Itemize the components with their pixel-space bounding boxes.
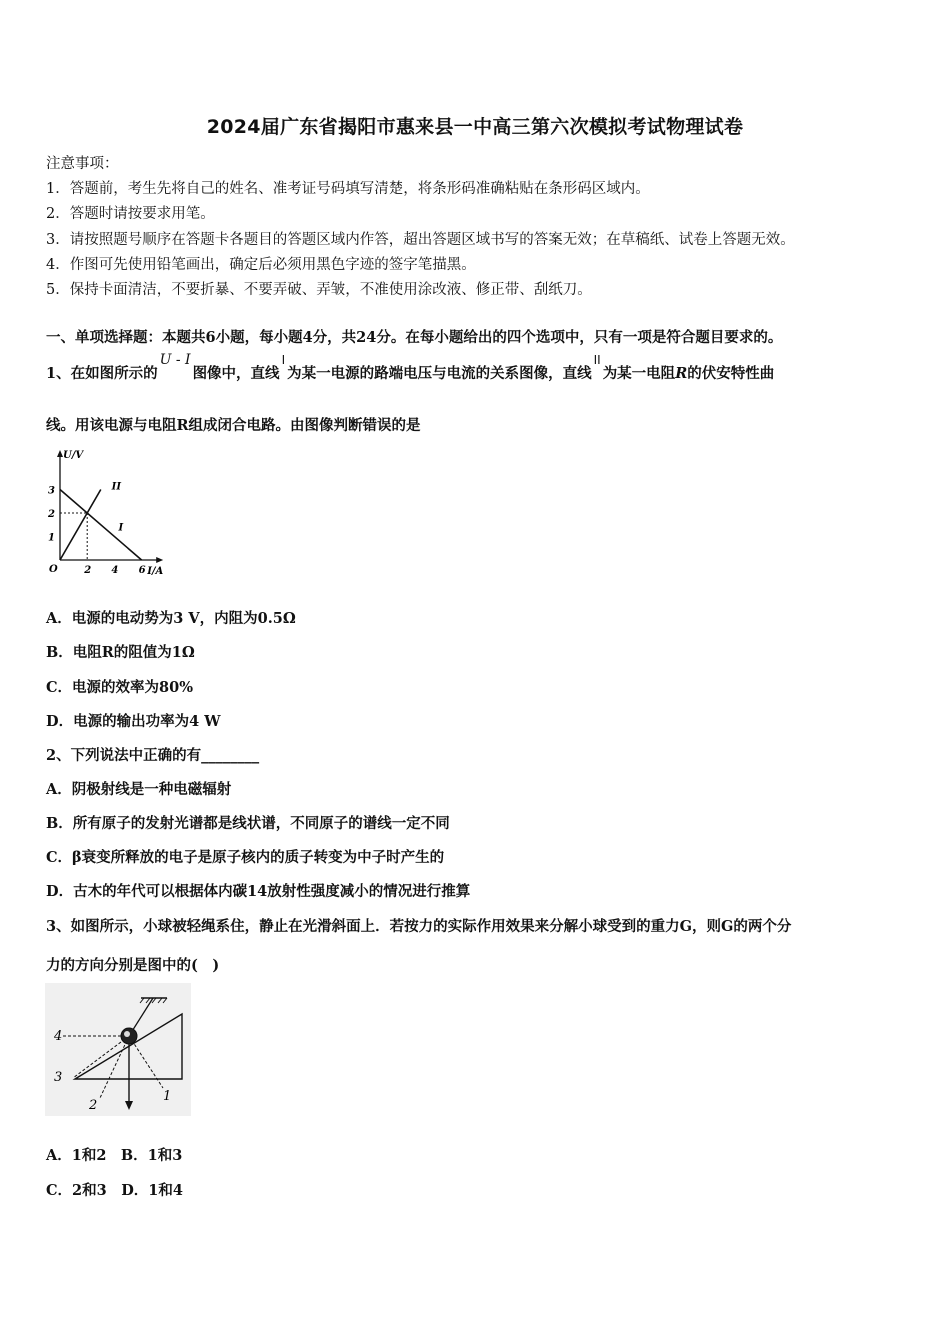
q1-option-b: B．电阻R的阻值为1Ω xyxy=(46,644,195,661)
question-3-stem-line2: 力的方向分别是图中的( ) xyxy=(46,957,220,974)
page-title: 2024届广东省揭阳市惠来县一中高三第六次模拟考试物理试卷 xyxy=(206,116,744,138)
q1-option-c: C．电源的效率为80% xyxy=(46,679,193,696)
q1-symbol-line-ii: II xyxy=(593,353,601,367)
q1-option-d: D．电源的输出功率为4 W xyxy=(46,713,221,730)
series-line-i xyxy=(60,490,142,561)
y-tick-label: 2 xyxy=(48,509,55,520)
q1-text: 为某一电阻 xyxy=(602,365,676,382)
y-tick-label: 3 xyxy=(48,485,55,497)
q1-text: 1、在如图所示的 xyxy=(46,365,158,382)
x-tick-label: 6 xyxy=(138,565,146,576)
q2-option-b: B．所有原子的发射光谱都是线状谱，不同原子的谱线一定不同 xyxy=(46,815,450,832)
x-tick-label: 2 xyxy=(84,565,92,576)
q1-text: 的伏安特性曲 xyxy=(687,365,775,382)
notice-item: 4．作图可先使用铅笔画出，确定后必须用黑色字迹的签字笔描黑。 xyxy=(46,257,476,273)
series-label-ii: II xyxy=(111,481,122,493)
x-axis-label: I/A xyxy=(147,566,164,577)
question-1-stem-line2: 线。用该电源与电阻R组成闭合电路。由图像判断错误的是 xyxy=(46,417,421,434)
q1-symbol-ui: U - I xyxy=(159,352,191,368)
label-3: 3 xyxy=(54,1070,63,1085)
label-2: 2 xyxy=(89,1098,98,1113)
notice-heading: 注意事项： xyxy=(46,156,119,172)
y-tick-label: 1 xyxy=(48,532,55,544)
ui-graph xyxy=(44,446,194,581)
q3-options-row-2: C．2和3 D．1和4 xyxy=(46,1182,183,1199)
x-axis-arrow xyxy=(156,557,163,563)
q2-option-c: C．β衰变所释放的电子是原子核内的质子转变为中子时产生的 xyxy=(46,849,445,866)
notice-item: 5．保持卡面清洁，不要折暴、不要弄破、弄皱，不准使用涂改液、修正带、刮纸刀。 xyxy=(46,282,592,298)
series-line-ii xyxy=(60,490,101,561)
section-heading: 一、单项选择题：本题共6小题，每小题4分，共24分。在每小题给出的四个选项中，只有一项是符合题目要求的。 xyxy=(46,329,783,346)
q1-symbol-line-i: I xyxy=(281,353,286,367)
q2-option-d: D．古木的年代可以根据体内碳14放射性强度减小的情况进行推算 xyxy=(46,883,471,900)
incline-ball-figure xyxy=(45,983,191,1116)
q1-text: 图像中，直线 xyxy=(192,365,280,382)
q1-text: 为某一电源的路端电压与电流的关系图像，直线 xyxy=(287,365,592,382)
notice-item: 2．答题时请按要求用笔。 xyxy=(46,206,215,222)
y-axis-label: U/V xyxy=(63,450,84,461)
ball-highlight xyxy=(124,1031,130,1037)
q2-option-a: A．阴极射线是一种电磁辐射 xyxy=(46,781,232,798)
question-1-stem xyxy=(46,352,775,383)
question-2-stem: 2、下列说法中正确的有________ xyxy=(46,747,260,764)
notice-item: 3．请按照题号顺序在答题卡各题目的答题区域内作答，超出答题区域书写的答案无效；在草稿纸、试卷上答题无效。 xyxy=(46,232,795,248)
question-3-stem: 3、如图所示，小球被轻绳系住，静止在光滑斜面上．若按力的实际作用效果来分解小球受到的重力G，则G的两个分 xyxy=(46,918,792,935)
q1-option-a: A．电源的电动势为3 V，内阻为0.5Ω xyxy=(46,610,296,627)
label-1: 1 xyxy=(163,1089,172,1104)
x-tick-label: 4 xyxy=(111,565,119,576)
series-label-i: I xyxy=(118,522,124,534)
label-4: 4 xyxy=(54,1029,63,1044)
q1-symbol-r: R xyxy=(675,365,688,382)
q3-options-row-1: A．1和2 B．1和3 xyxy=(46,1147,183,1164)
notice-item: 1．答题前，考生先将自己的姓名、准考证号码填写清楚，将条形码准确粘贴在条形码区域内。 xyxy=(46,181,650,197)
origin-label: O xyxy=(49,564,58,575)
